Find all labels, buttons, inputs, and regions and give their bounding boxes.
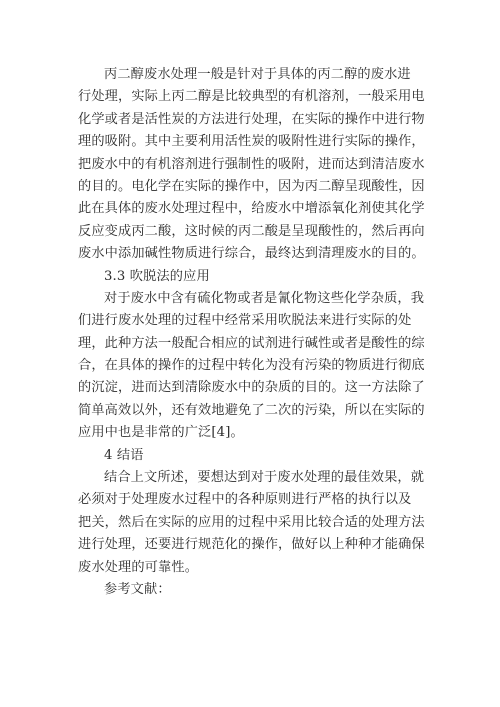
document-body [78, 64, 438, 601]
paragraph-propylene-glycol [78, 64, 438, 266]
text-line: 结合上文所述，要想达到对于废水处理的最佳效果，就 [104, 470, 425, 486]
text-line: 此在具体的废水处理过程中，给废水中增添氧化剂使其化学 [78, 201, 425, 217]
text-line: 反应变成丙二酸，这时候的丙二酸是呈现酸性的，然后再向 [78, 223, 425, 239]
text-line: 应用中也是非常的广泛[4]。 [78, 425, 244, 441]
text-line: 们进行废水处理的过程中经常采用吹脱法来进行实际的处 [78, 313, 412, 329]
text-line: 的目的。电化学在实际的操作中，因为丙二醇呈现酸性，因 [78, 178, 425, 194]
text-line: 必须对于处理废水过程中的各种原则进行严格的执行以及 [78, 492, 412, 508]
text-line: 把废水中的有机溶剂进行强制性的吸附，进而达到清洁废水 [78, 156, 425, 172]
references-label: 参考文献： [104, 581, 171, 597]
text-line: 理，此种方法一般配合相应的试剂进行碱性或者是酸性的综 [78, 335, 425, 351]
text-line: 废水中添加碱性物质进行综合，最终达到清理废水的目的。 [78, 246, 425, 262]
text-line: 行处理，实际上丙二醇是比较典型的有机溶剂，一般采用电 [78, 89, 425, 105]
text-line: 的沉淀，进而达到清除废水中的杂质的目的。这一方法除了 [78, 380, 425, 396]
section-heading-3-3: 3.3 吹脱法的应用 [104, 268, 210, 284]
text-line: 理的吸附。其中主要利用活性炭的吸附性进行实际的操作， [78, 134, 425, 150]
section-heading-conclusion: 4 结语 [104, 447, 144, 463]
text-line: 丙二醇废水处理一般是针对于具体的丙二醇的废水进 [104, 67, 411, 82]
text-line: 合，在具体的操作的过程中转化为没有污染的物质进行彻底 [78, 358, 425, 374]
paragraph-stripping-method [78, 288, 438, 445]
text-line: 进行处理，还要进行规范化的操作，做好以上种种才能确保 [78, 537, 425, 553]
text-line: 化学或者是活性炭的方法进行处理，在实际的操作中进行物 [78, 111, 425, 127]
text-line: 简单高效以外，还有效地避免了二次的污染，所以在实际的 [78, 402, 425, 418]
text-line: 对于废水中含有硫化物或者是氰化物这些化学杂质，我 [104, 290, 425, 306]
text-line: 把关，然后在实际的应用的过程中采用比较合适的处理方法 [78, 514, 425, 530]
text-line: 废水处理的可靠性。 [78, 559, 199, 575]
paragraph-conclusion [78, 467, 438, 579]
